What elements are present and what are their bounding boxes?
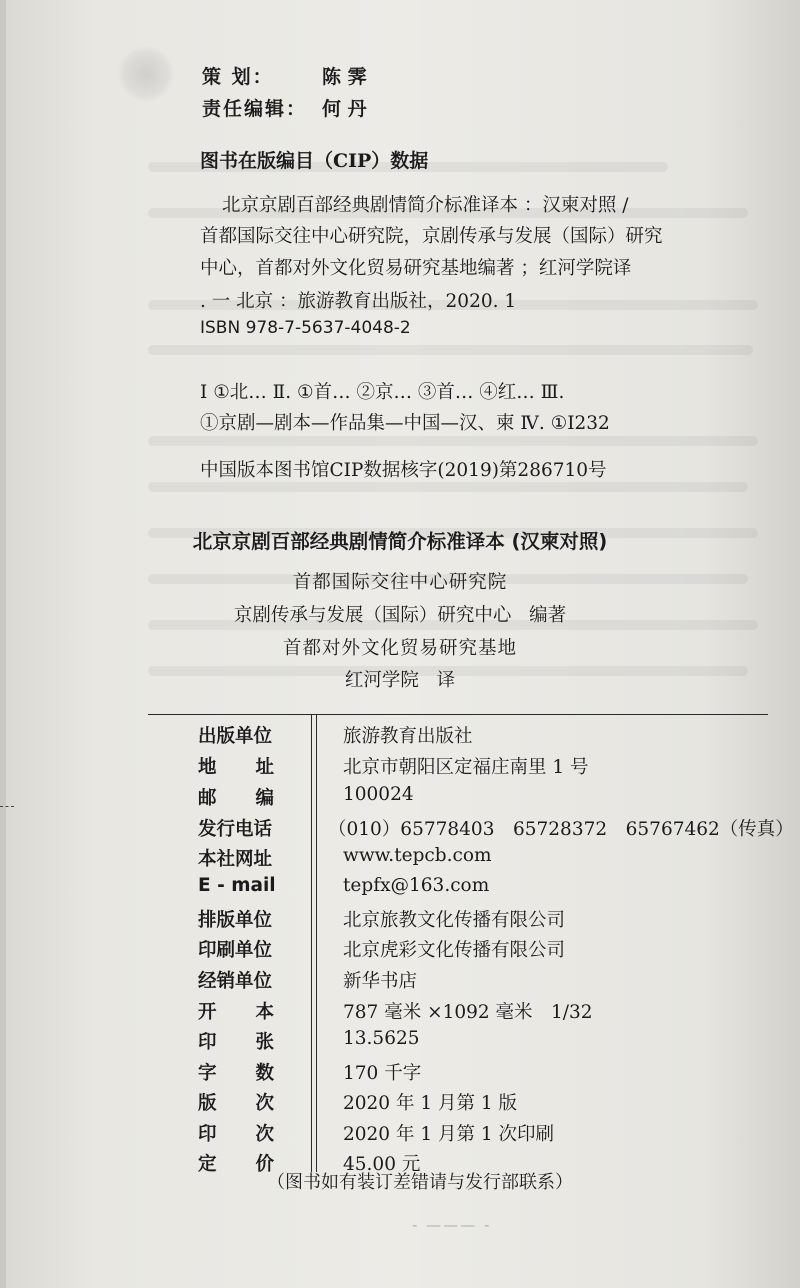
show-through-ornament <box>118 46 174 102</box>
imprint-value: 45.00 元 <box>343 1154 421 1175</box>
imprint-value: 新华书店 <box>343 971 418 992</box>
imprint-row <box>198 1120 758 1150</box>
translator-name: 红河学院 <box>344 670 419 691</box>
imprint-key: 定 价 <box>198 1154 274 1175</box>
imprint-row <box>198 784 758 814</box>
credit-label: 责任编辑： <box>202 98 308 120</box>
imprint-key: 字 数 <box>198 1063 274 1084</box>
imprint-row <box>198 906 758 936</box>
imprint-key: 地 址 <box>198 757 274 778</box>
imprint-row <box>198 875 758 905</box>
cip-line: . 一 北京 ：旅游教育出版社，2020. 1 <box>200 291 517 312</box>
show-through-line <box>148 436 758 446</box>
imprint-key: 印 张 <box>198 1032 274 1053</box>
binding-notice: （图书如有装订差错请与发行部联系） <box>267 1172 573 1193</box>
imprint-value: 北京虎彩文化传播有限公司 <box>343 940 566 961</box>
author-name: 京剧传承与发展（国际）研究中心 <box>233 605 512 626</box>
imprint-row <box>198 1059 758 1089</box>
imprint-row <box>198 845 758 875</box>
imprint-value: 2020 年 1 月第 1 版 <box>343 1093 518 1114</box>
credit-planner <box>202 62 367 89</box>
cip-heading: 图书在版编目（CIP）数据 <box>200 150 429 172</box>
imprint-key: 邮 编 <box>198 788 274 809</box>
translator-line <box>0 666 800 692</box>
cip-line: 中心，首都对外文化贸易研究基地编著 ；红河学院译 <box>200 258 632 279</box>
imprint-row <box>198 1089 758 1119</box>
author-line-3: 首都对外文化贸易研究基地 <box>282 638 517 659</box>
imprint-row <box>198 998 758 1028</box>
imprint-key: 出版单位 <box>198 726 273 747</box>
credit-value: 陈 霁 <box>322 66 367 88</box>
imprint-key: 经销单位 <box>198 971 273 992</box>
imprint-row <box>198 936 758 966</box>
show-through-line <box>148 482 748 492</box>
cip-isbn: ISBN 978-7-5637-4048-2 <box>200 318 411 338</box>
imprint-value: 787 毫米 ×1092 毫米 1/32 <box>343 1002 593 1023</box>
cip-line: 北京京剧百部经典剧情简介标准译本 ：汉柬对照 / <box>222 195 629 216</box>
cip-record-number: 中国版本图书馆CIP数据核字(2019)第286710号 <box>200 460 607 481</box>
imprint-value: 100024 <box>343 784 414 805</box>
imprint-key: 印 次 <box>198 1124 274 1145</box>
imprint-key: 发行电话 <box>198 819 273 840</box>
imprint-value: （010）65778403 65728372 65767462（传真） <box>328 819 794 840</box>
cip-classification: ①京剧—剧本—作品集—中国—汉、柬 Ⅳ. ①I232 <box>200 413 610 434</box>
author-line-1: 首都国际交往中心研究院 <box>292 572 508 593</box>
imprint-key: 本社网址 <box>198 849 273 870</box>
page-edge-mark <box>0 806 14 807</box>
imprint-value: 2020 年 1 月第 1 次印刷 <box>343 1124 555 1145</box>
imprint-top-rule <box>148 714 768 715</box>
translator-role: 译 <box>436 670 456 691</box>
imprint-value: tepfx@163.com <box>343 875 490 896</box>
imprint-key: E - mail <box>198 875 276 896</box>
book-title: 北京京剧百部经典剧情简介标准译本 (汉柬对照) <box>192 530 608 553</box>
imprint-value: www.tepcb.com <box>343 845 492 866</box>
imprint-row <box>198 753 758 783</box>
credit-value: 何 丹 <box>322 98 367 120</box>
imprint-key: 开 本 <box>198 1002 274 1023</box>
author-role: 编著 <box>529 605 567 626</box>
author-line-2 <box>0 601 800 627</box>
imprint-key: 版 次 <box>198 1093 274 1114</box>
imprint-row <box>198 1028 758 1058</box>
imprint-key: 排版单位 <box>198 910 273 931</box>
imprint-value: 北京市朝阳区定福庄南里 1 号 <box>343 757 589 778</box>
imprint-row <box>198 967 758 997</box>
imprint-row <box>198 815 794 845</box>
imprint-value: 北京旅教文化传播有限公司 <box>343 910 566 931</box>
cip-line: 首都国际交往中心研究院，京剧传承与发展（国际）研究 <box>200 226 663 247</box>
imprint-value: 170 千字 <box>343 1063 422 1084</box>
show-through-line <box>148 345 753 355</box>
cip-classification: Ⅰ ①北… Ⅱ. ①首… ②京… ③首… ④红… Ⅲ. <box>200 382 565 403</box>
imprint-value: 旅游教育出版社 <box>343 726 473 747</box>
show-through-page-number: - ——— - <box>412 1216 492 1234</box>
imprint-value: 13.5625 <box>343 1028 420 1049</box>
credit-editor <box>202 94 367 121</box>
imprint-row <box>198 722 758 752</box>
imprint-key: 印刷单位 <box>198 940 273 961</box>
credit-label: 策 划： <box>202 66 274 88</box>
